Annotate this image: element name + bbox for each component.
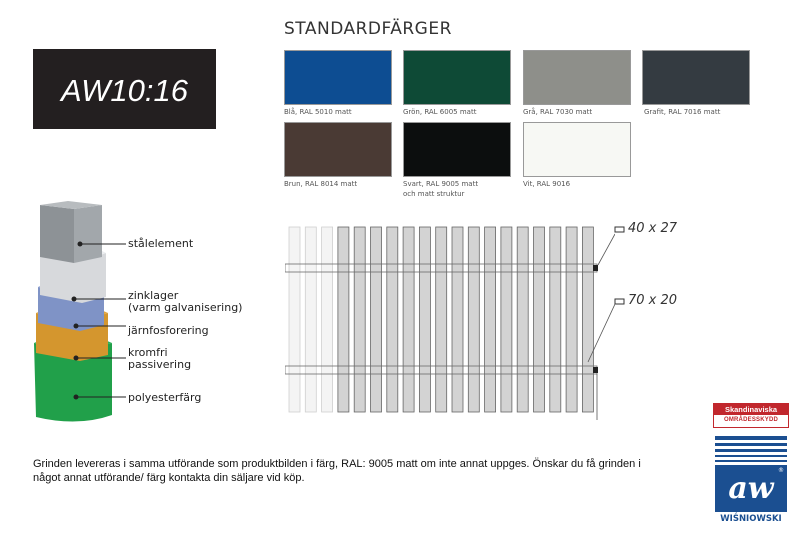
layer-label-zinc: zinklager	[128, 289, 179, 302]
swatch-green	[403, 50, 511, 105]
wisniowski-logo	[713, 434, 789, 524]
swatch-label-graphite: Grafit, RAL 7016 matt	[644, 108, 721, 116]
layer-label-passivation: kromfri	[128, 346, 168, 359]
standard-colors-heading: STANDARDFÄRGER	[284, 19, 452, 39]
brand-logos	[713, 403, 789, 524]
swatch-label-black-line2: och matt struktur	[403, 190, 465, 198]
gate-picket	[452, 227, 463, 412]
layer-steel	[40, 205, 74, 263]
swatch-label-black: Svart, RAL 9005 matt	[403, 180, 479, 188]
swatch-label-brown: Brun, RAL 8014 matt	[284, 180, 358, 188]
model-title: AW10:16	[61, 73, 188, 108]
layer-label-polyester: polyesterfärg	[128, 391, 202, 404]
gate-picket	[338, 227, 349, 412]
swatch-grey	[523, 50, 631, 105]
gate-picket	[534, 227, 545, 412]
profile-leader-1	[598, 234, 615, 265]
swatch-blue	[284, 50, 392, 105]
model-box	[33, 49, 216, 129]
swatch-graphite	[642, 50, 750, 105]
svg-text:aw: aw	[728, 471, 774, 506]
coating-layers-illustration	[28, 195, 128, 430]
gate-picket	[371, 227, 382, 412]
swatch-white	[523, 122, 631, 177]
gate-technical-drawing	[285, 222, 615, 422]
gate-picket	[436, 227, 447, 412]
swatch-label-green: Grön, RAL 6005 matt	[403, 108, 477, 116]
gate-picket	[485, 227, 496, 412]
gate-picket	[419, 227, 430, 412]
swatch-label-grey: Grå, RAL 7030 matt	[523, 108, 593, 116]
skandinaviska-badge	[713, 403, 789, 428]
profile-label-40x27: 40 x 27	[628, 221, 678, 236]
profile-icon-2	[614, 298, 626, 306]
gate-picket	[305, 227, 316, 412]
gate-picket	[289, 227, 300, 412]
svg-text:WIŚNIOWSKI: WIŚNIOWSKI	[720, 514, 782, 524]
swatch-label-blue: Blå, RAL 5010 matt	[284, 108, 352, 116]
skandinaviska-badge-line1: Skandinaviska	[714, 404, 788, 415]
gate-picket	[517, 227, 528, 412]
gate-picket	[387, 227, 398, 412]
profile-icon-1	[614, 226, 626, 234]
gate-pickets	[289, 227, 593, 412]
gate-picket	[403, 227, 414, 412]
swatch-black	[403, 122, 511, 177]
layer-label-phosphate: järnfosforering	[128, 324, 209, 337]
skandinaviska-badge-line2: OMRÅDESSKYDD	[723, 417, 779, 423]
gate-picket	[566, 227, 577, 412]
layer-label-passivation-line2: passivering	[128, 358, 192, 371]
gate-picket	[354, 227, 365, 412]
layer-label-zinc-line2: (varm galvanisering)	[128, 301, 243, 314]
gate-picket	[322, 227, 333, 412]
layer-label-steel: stålelement	[128, 237, 194, 250]
profile-label-70x20: 70 x 20	[628, 293, 678, 308]
delivery-description: Grinden levereras i samma utförande som produktbilden i färg, RAL: 9005 matt om inte annat uppges. Önskar du få grinden i något annat utförande/ färg kontakta din säljare vid köp.	[33, 458, 641, 484]
gate-picket	[582, 227, 593, 412]
gate-picket	[501, 227, 512, 412]
swatch-brown	[284, 122, 392, 177]
gate-picket	[550, 227, 561, 412]
swatch-label-white: Vit, RAL 9016	[523, 180, 571, 188]
svg-text:®: ®	[778, 467, 784, 474]
gate-picket	[468, 227, 479, 412]
